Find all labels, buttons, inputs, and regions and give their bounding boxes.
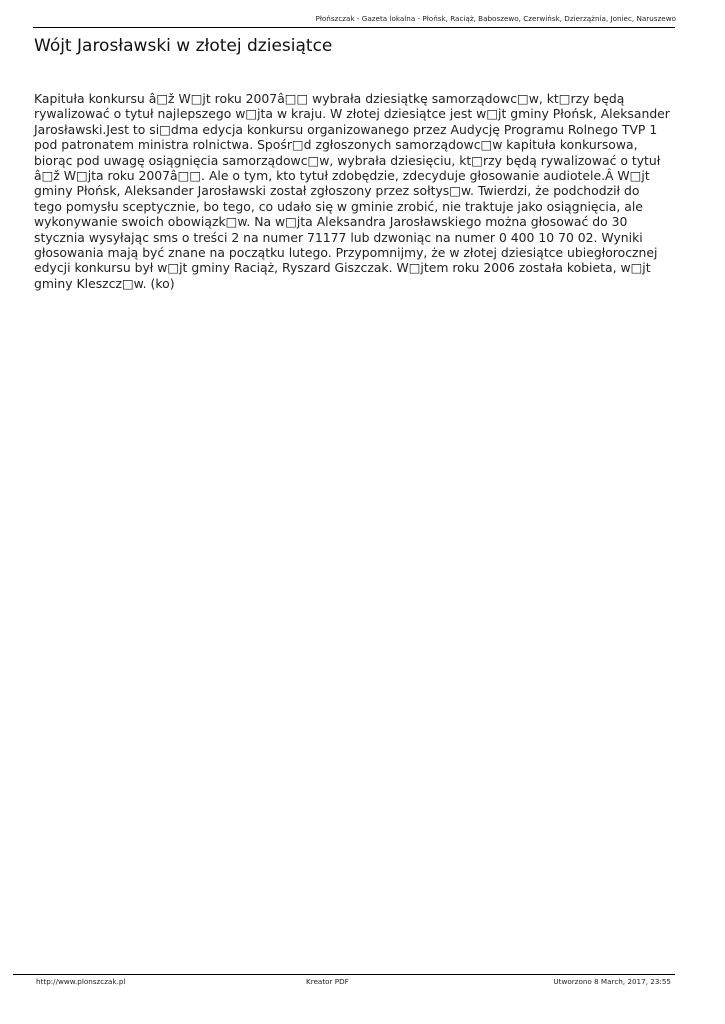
article-title: Wójt Jarosławski w złotej dziesiątce [34, 36, 333, 56]
header-divider [33, 27, 675, 28]
footer-created-date: Utworzono 8 March, 2017, 23:55 [553, 977, 671, 986]
footer-url: http://www.plonszczak.pl [36, 977, 126, 986]
article-body: Kapituła konkursu â□ž W□jt roku 2007â□□ wybrała dziesiątkę samorządowc□w, kt□rzy będą rywalizować o tytuł najlepszego w□jta w kraju. W złotej dziesiątce jest w□jt gminy Płońsk, Aleksander Jarosławski.Jest to si□dma edycja konkursu organizowanego przez Audycję Programu Rolnego TVP 1 pod patronatem ministra rolnictwa. Spośr□d zgłoszonych samorządowc□w kapituła konkursowa, biorąc pod uwagę osiągnięcia samorządowc□w, wybrała dziesięciu, kt□rzy będą rywalizować o tytuł â□ž W□jta roku 2007â□□. Ale o tym, kto tytuł zdobędzie, zdecyduje głosowanie audiotele.Â W□jt gminy Płońsk, Aleksander Jarosławski został zgłoszony przez sołtys□w. Twierdzi, że podchodził do tego pomysłu sceptycznie, bo tego, co udało się w gminie zrobić, nie traktuje jako osiągnięcia, ale wykonywanie swoich obowiązk□w. Na w□jta Aleksandra Jarosławskiego można głosować do 30 stycznia wysyłając sms o treści 2 na numer 71177 lub dzwoniąc na numer 0 400 10 70 02. Wyniki głosowania mają być znane na początku lutego. Przypomnijmy, że w złotej dziesiątce ubiegłorocznej edycji konkursu był w□jt gminy Raciąż, Ryszard Giszczak. W□jtem roku 2006 została kobieta, w□jt gminy Kleszcz□w. (ko) [34, 91, 670, 291]
footer-generator: Kreator PDF [306, 977, 349, 986]
page-header: Płońszczak - Gazeta lokalna - Płońsk, Raciąż, Baboszewo, Czerwińsk, Dzierzążnia, Joniec, Naruszewo [315, 14, 676, 23]
footer-divider [13, 974, 675, 975]
